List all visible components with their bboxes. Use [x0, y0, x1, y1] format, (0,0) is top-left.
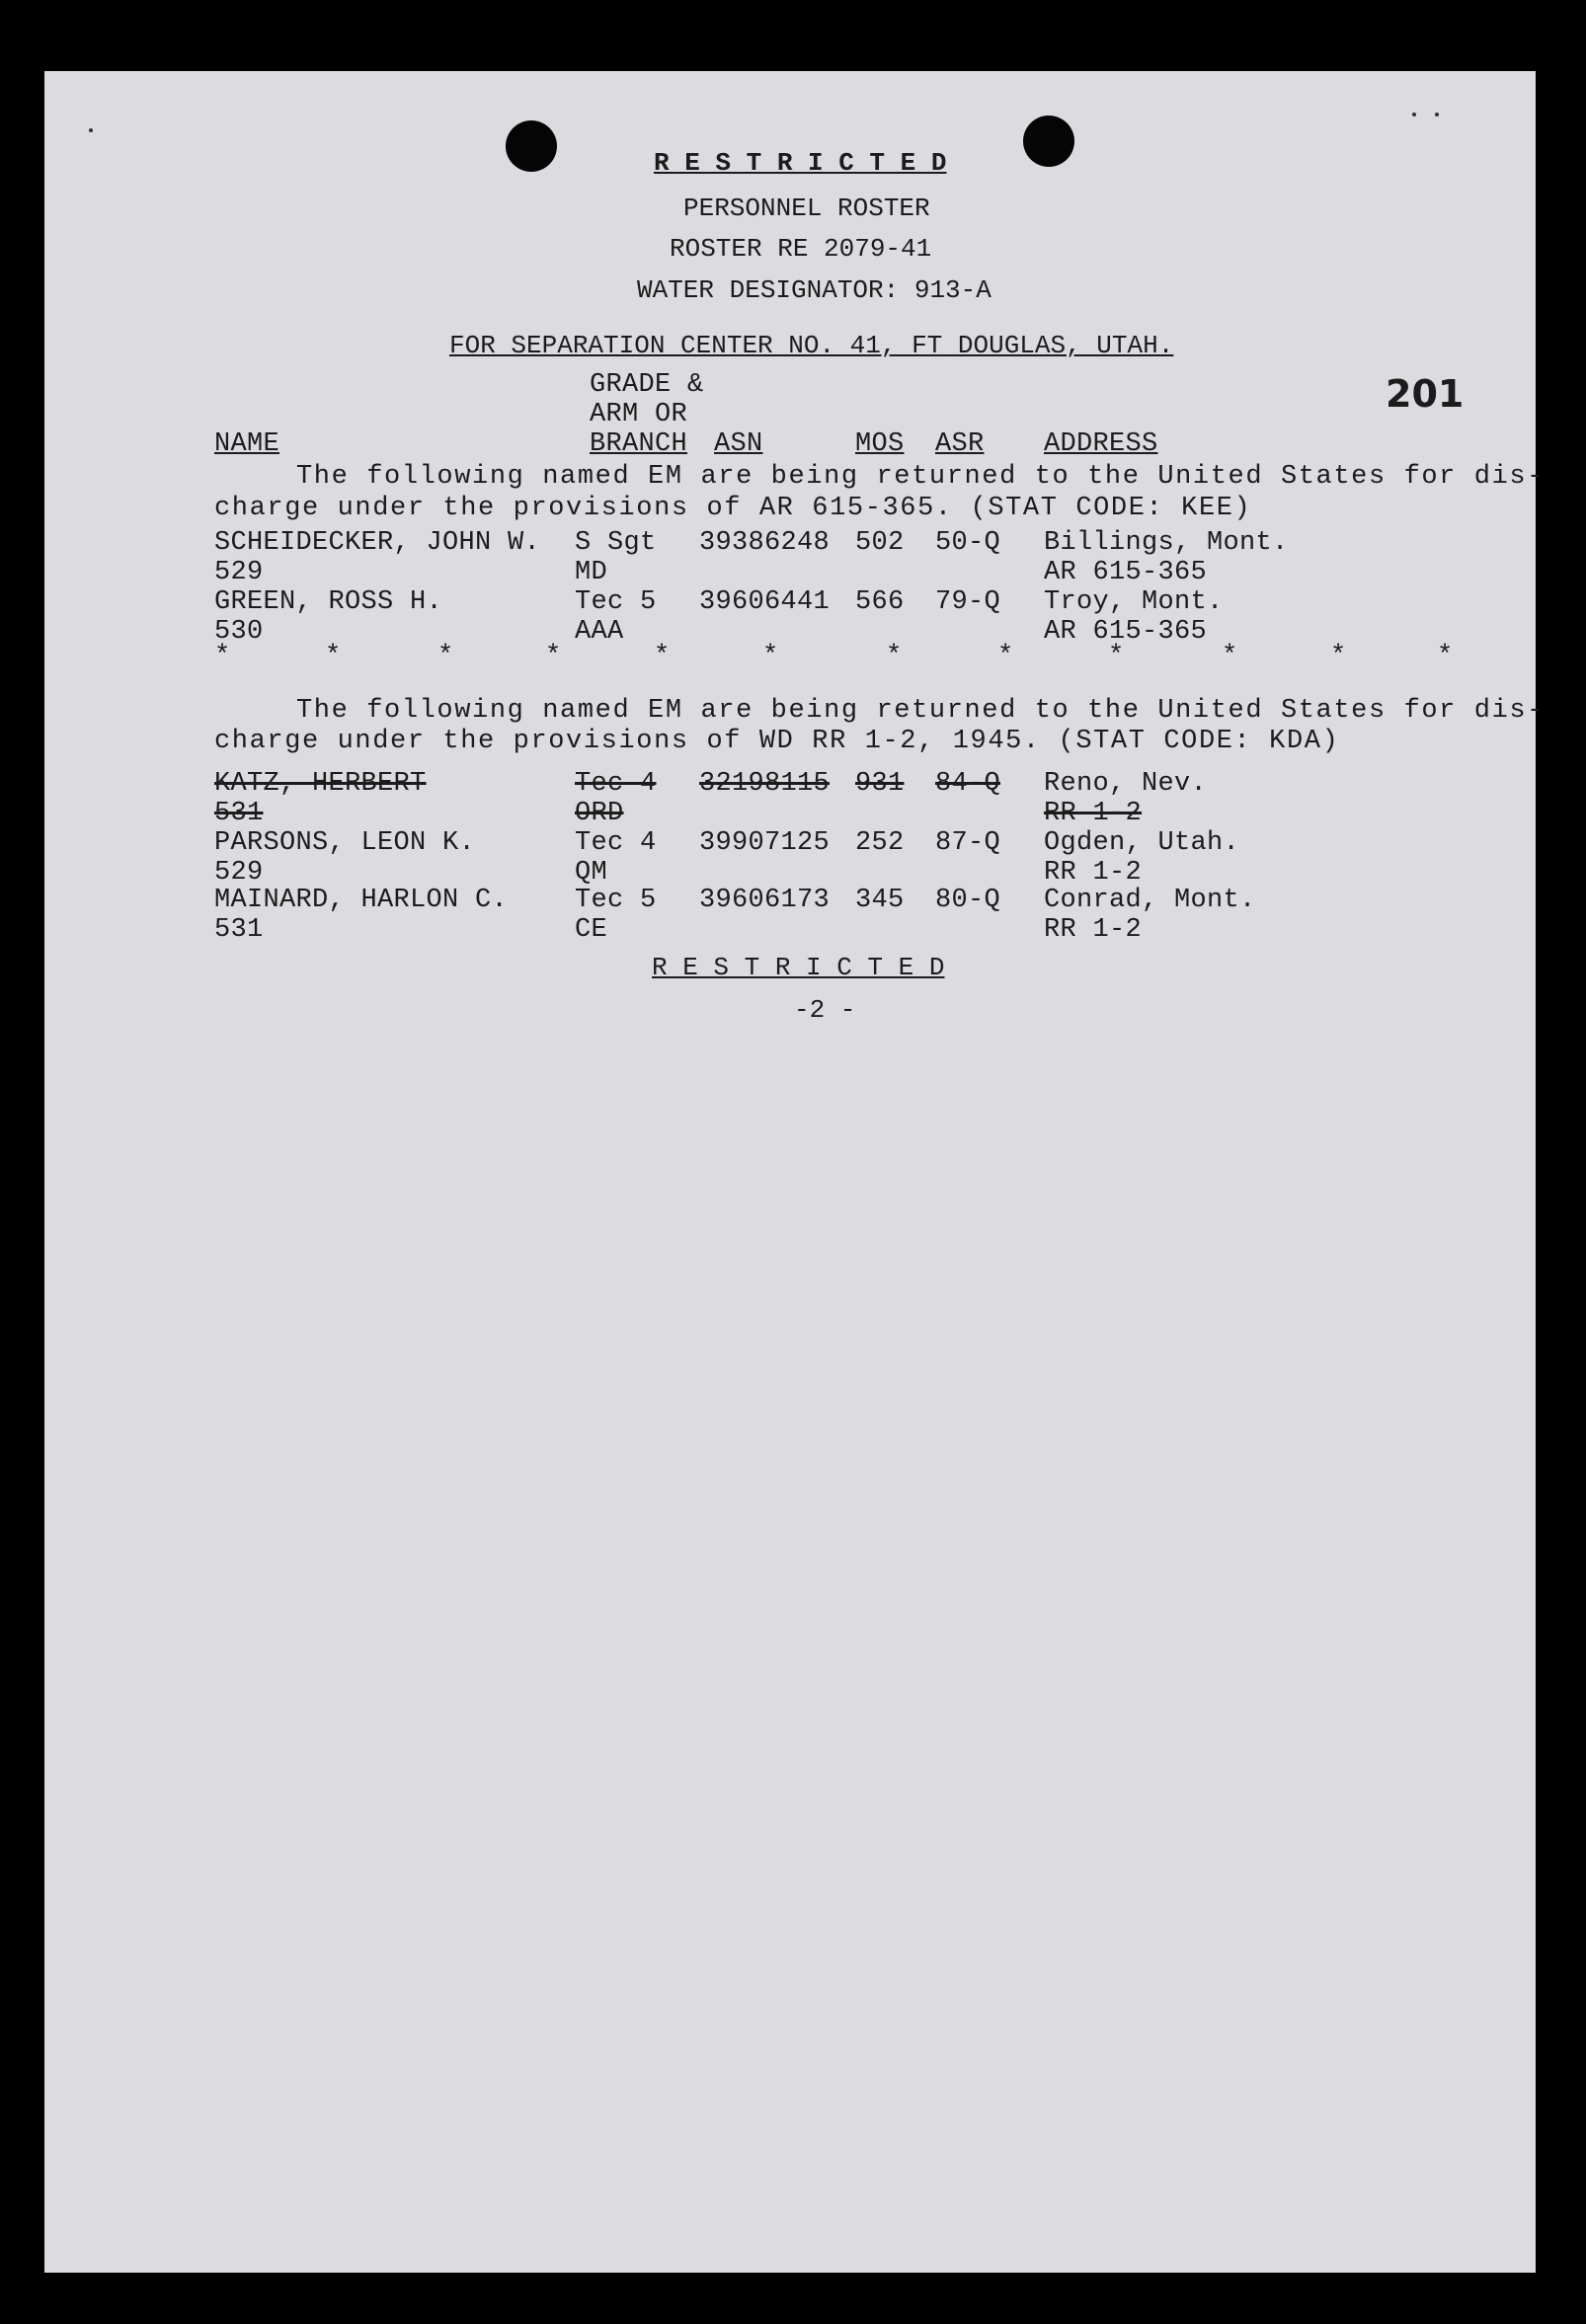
row-branch: QM [575, 858, 608, 888]
row-asr: 80-Q [935, 886, 1001, 915]
row-asn: 39606173 [699, 886, 831, 915]
row-asn: 39907125 [699, 828, 831, 858]
row-grade: Tec 5 [575, 587, 657, 617]
row-grade: Tec 5 [575, 886, 657, 915]
row-asn: 39606441 [699, 587, 831, 617]
separator-star: * [545, 642, 562, 671]
punch-hole-right [1023, 116, 1074, 167]
page-number: -2 - [794, 995, 856, 1025]
destination-line: FOR SEPARATION CENTER NO. 41, FT DOUGLAS, UTAH. [449, 331, 1174, 360]
section2-intro-line2: charge under the provisions of WD RR 1-2, 1945. (STAT CODE: KDA) [214, 727, 1340, 756]
row-branch: CE [575, 915, 608, 945]
row-number: 529 [214, 858, 264, 888]
separator-star: * [1108, 642, 1125, 671]
row-mos: 931 [855, 769, 905, 799]
row-number: 531 [214, 915, 264, 945]
separator-star: * [1437, 642, 1454, 671]
row-city: Billings, Mont. [1044, 528, 1289, 558]
row-name: MAINARD, HARLON C. [214, 886, 509, 915]
row-name: GREEN, ROSS H. [214, 587, 443, 617]
document-page [44, 71, 1545, 2273]
separator-star: * [997, 642, 1014, 671]
row-branch: AAA [575, 617, 624, 647]
speck [89, 128, 93, 132]
row-authority: RR 1-2 [1044, 858, 1143, 888]
section2-intro-line1: The following named EM are being returned to the United States for dis- [296, 696, 1545, 726]
roster-number: ROSTER RE 2079-41 [670, 234, 932, 264]
row-number: 530 [214, 617, 264, 647]
row-name: PARSONS, LEON K. [214, 828, 476, 858]
col-name: NAME [214, 429, 280, 459]
row-city: Troy, Mont. [1044, 587, 1224, 617]
separator-star: * [437, 642, 454, 671]
row-grade: S Sgt [575, 528, 657, 558]
section1-intro-line2: charge under the provisions of AR 615-365. (STAT CODE: KEE) [214, 494, 1252, 523]
row-authority: AR 615-365 [1044, 558, 1208, 587]
row-asr: 50-Q [935, 528, 1001, 558]
row-asn: 39386248 [699, 528, 831, 558]
speck [1435, 113, 1439, 116]
row-city: Reno, Nev. [1044, 769, 1208, 799]
page-stamp: 201 [1386, 372, 1465, 416]
col-asn: ASN [714, 429, 763, 459]
row-name: KATZ, HERBERT [214, 769, 427, 799]
separator-star: * [325, 642, 342, 671]
classification-footer: R E S T R I C T E D [652, 953, 945, 982]
separator-star: * [1330, 642, 1347, 671]
separator-star: * [214, 642, 231, 671]
speck [1412, 113, 1416, 116]
row-branch: ORD [575, 799, 624, 828]
col-grade-line1: GRADE & [590, 370, 704, 400]
col-grade-line3: BRANCH [590, 429, 688, 459]
document-title: PERSONNEL ROSTER [683, 194, 930, 223]
col-asr: ASR [935, 429, 985, 459]
row-branch: MD [575, 558, 608, 587]
row-asr: 79-Q [935, 587, 1001, 617]
row-asr: 84-Q [935, 769, 1001, 799]
row-asn: 32198115 [699, 769, 831, 799]
row-mos: 502 [855, 528, 905, 558]
col-grade-line2: ARM OR [590, 400, 688, 429]
row-asr: 87-Q [935, 828, 1001, 858]
row-city: Conrad, Mont. [1044, 886, 1256, 915]
row-name: SCHEIDECKER, JOHN W. [214, 528, 541, 558]
water-designator: WATER DESIGNATOR: 913-A [637, 275, 991, 305]
row-mos: 566 [855, 587, 905, 617]
row-city: Ogden, Utah. [1044, 828, 1240, 858]
separator-star: * [1222, 642, 1238, 671]
punch-hole-left [506, 120, 557, 172]
separator-star: * [886, 642, 903, 671]
row-authority: RR 1-2 [1044, 799, 1143, 828]
row-mos: 252 [855, 828, 905, 858]
separator-star: * [762, 642, 779, 671]
section1-intro-line1: The following named EM are being returned to the United States for dis- [296, 462, 1545, 492]
row-authority: AR 615-365 [1044, 617, 1208, 647]
col-mos: MOS [855, 429, 905, 459]
classification-header: R E S T R I C T E D [654, 148, 947, 178]
separator-star: * [654, 642, 671, 671]
row-authority: RR 1-2 [1044, 915, 1143, 945]
row-mos: 345 [855, 886, 905, 915]
row-number: 531 [214, 799, 264, 828]
row-grade: Tec 4 [575, 769, 657, 799]
row-number: 529 [214, 558, 264, 587]
row-grade: Tec 4 [575, 828, 657, 858]
col-address: ADDRESS [1044, 429, 1158, 459]
